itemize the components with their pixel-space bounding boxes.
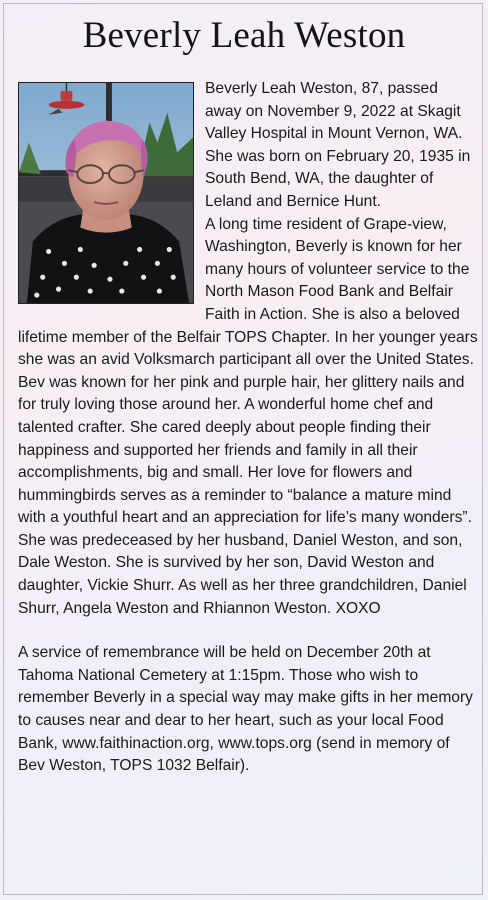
paragraph-spacer [18, 620, 478, 642]
portrait-photo-icon [19, 83, 193, 303]
paragraph-service: A service of remembrance will be held on December 20th at Tahoma National Cemetery at 1:15pm. Those who wish to remember Beverly in a special way may make gifts in her memory to causes near and dear to her heart, such as your local Food Bank, www.faithinaction.org, www.tops.org (send in memory of Bev Weston, TOPS 1032 Belfair). [18, 644, 473, 775]
portrait-photo [18, 82, 194, 304]
obituary-body [18, 78, 478, 778]
paragraph-family: She was predeceased by her husband, Daniel Weston, and son, Dale Weston. She is survived by her son, David Weston and daughter, Vickie Shurr. As well as her three grandchildren, Daniel Shurr, Angela Weston and Rhiannon Weston. XOXO [18, 531, 467, 617]
paragraph-personality: Bev was known for her pink and purple hair, her glittery nails and for truly loving those around her. A wonderful home chef and talented crafter. She cared deeply about people finding their happiness and supported her friends and family in all their accomplishments, big and small. Her love for flowers and hummingbirds serves as a reminder to “balance a mature mind with a youthful heart and an appreciation for life’s many wonders”. [18, 373, 472, 527]
page-title: Beverly Leah Weston [82, 15, 406, 56]
paragraph-intro: Beverly Leah Weston, 87, passed away on November 9, 2022 at Skagit Valley Hospital in Mount Vernon, WA. She was born on February 20, 1935 in South Bend, WA, the daughter of Leland and Bernice Hunt. [205, 80, 471, 210]
paragraph-residence: A long time resident of Grape-view, Washington, Beverly is known for her many hours of volunteer service to the North Mason Food Bank and Belfair Faith in Action. She is also a beloved lifetime member of the Belfair TOPS Chapter. In her younger years she was an avid Volksmarch participant all over the United States. [18, 215, 478, 369]
